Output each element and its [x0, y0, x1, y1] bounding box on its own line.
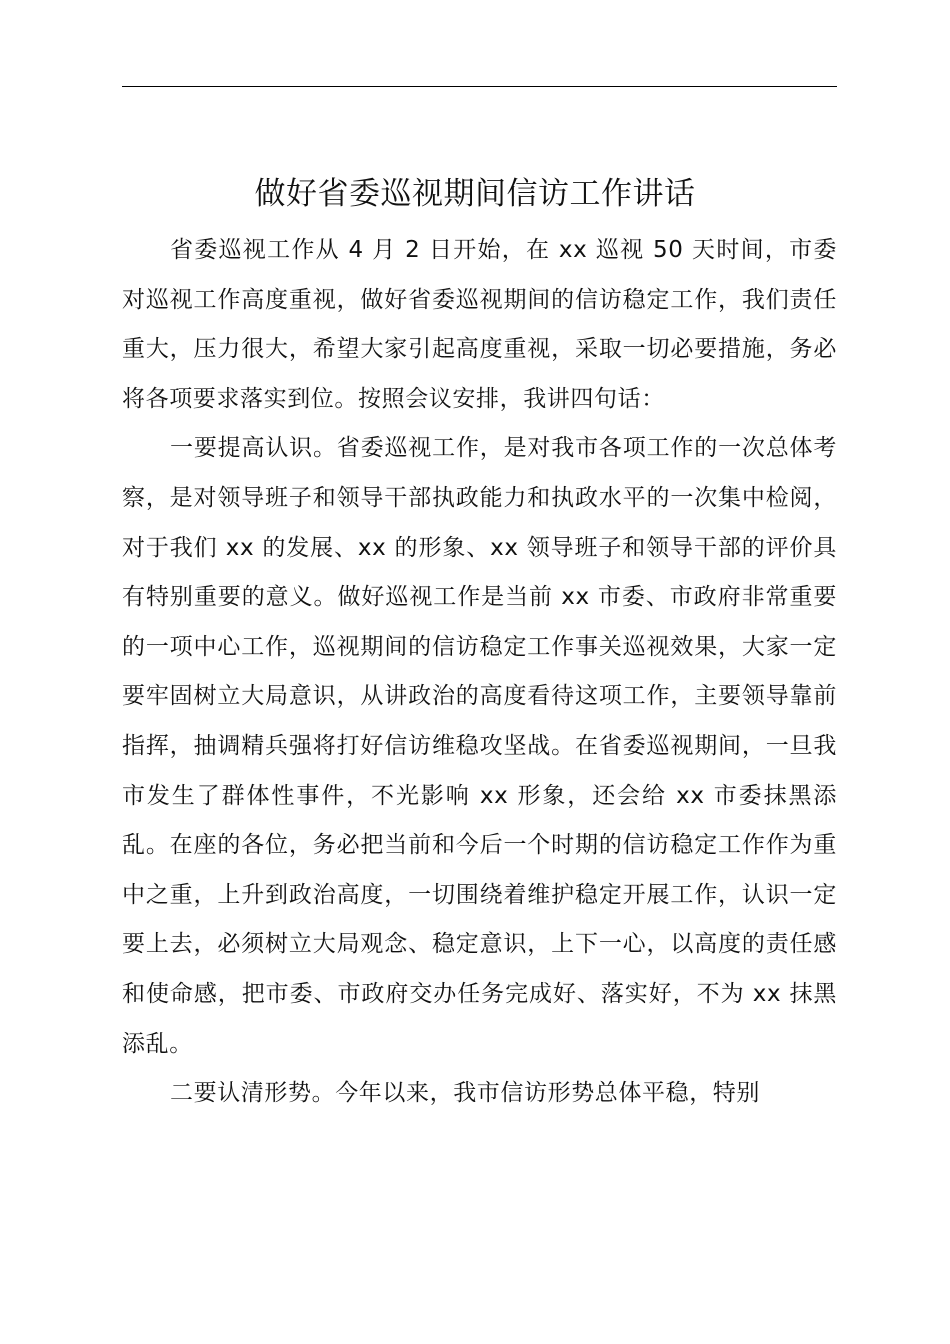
paragraph-point-two: 二要认清形势。今年以来，我市信访形势总体平稳，特别 [170, 1080, 760, 1107]
paragraph-intro: 省委巡视工作从 4 月 2 日开始，在 xx 巡视 50 天时间，市委对巡视工作高度重视，做好省委巡视期间的信访稳定工作，我们责任重大，压力很大，希望大家引起高度重视，采取一切必要措施，务必将各项要求落实到位。按照会议安排，我讲四句话： [122, 237, 837, 412]
header-rule [122, 86, 837, 87]
document-title: 做好省委巡视期间信访工作讲话 [254, 175, 696, 212]
document-body [122, 226, 837, 1119]
paragraph-point-one: 一要提高认识。省委巡视工作，是对我市各项工作的一次总体考察，是对领导班子和领导干部执政能力和执政水平的一次集中检阅，对于我们 xx 的发展、xx 的形象、xx 领导班子和领导干部的评价具有特别重要的意义。做好巡视工作是当前 xx 市委、市政府非常重要的一项中心工作，巡视期间的信访稳定工作事关巡视效果，大家一定要牢固树立大局意识，从讲政治的高度看待这项工作，主要领导靠前指挥，抽调精兵强将打好信访维稳攻坚战。在省委巡视期间，一旦我市发生了群体性事件，不光影响 xx 形象，还会给 xx 市委抹黑添乱。在座的各位，务必把当前和今后一个时期的信访稳定工作作为重中之重，上升到政治高度，一切围绕着维护稳定开展工作，认识一定要上去，必须树立大局观念、稳定意识，上下一心，以高度的责任感和使命感，把市委、市政府交办任务完成好、落实好，不为 xx 抹黑添乱。 [122, 435, 837, 1057]
